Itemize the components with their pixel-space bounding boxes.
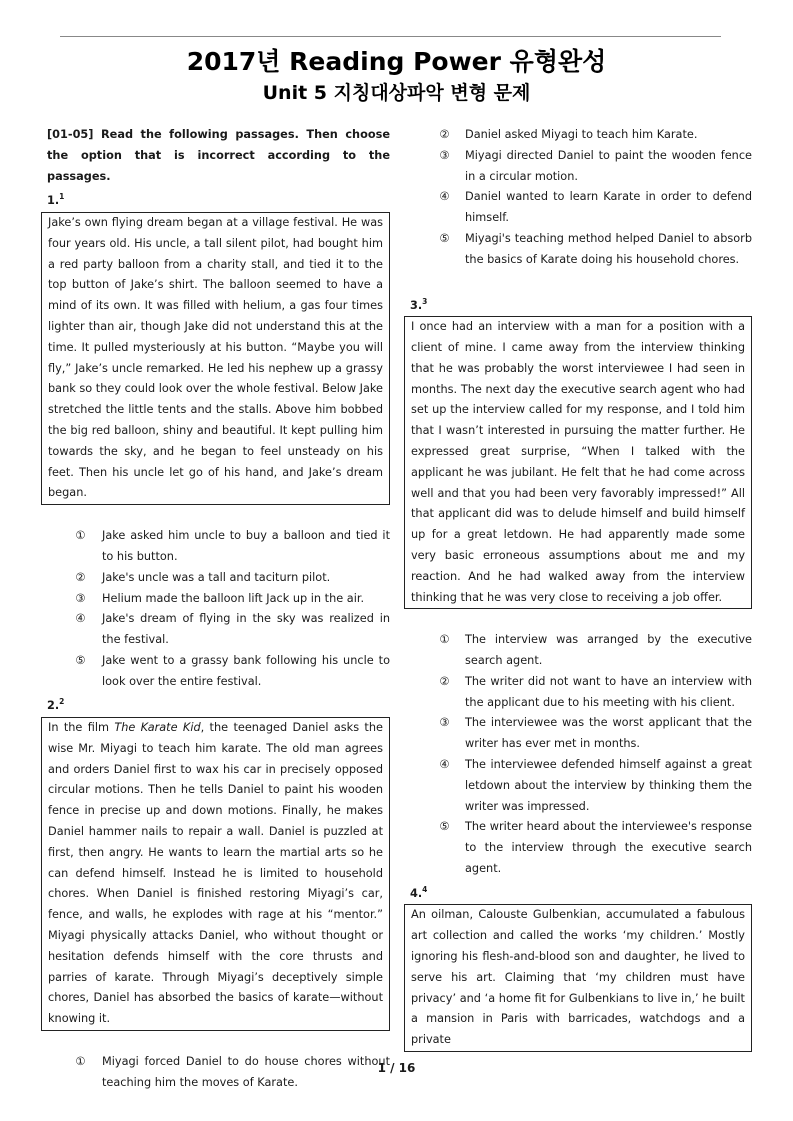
question-1-number: 1.$^1$ xyxy=(47,192,65,208)
page-subtitle: Unit 5 지칭대상파악 변형 문제 xyxy=(262,82,531,104)
page-number: 1 / 16 xyxy=(377,1061,416,1075)
left-column xyxy=(41,125,390,1094)
footnote-mark: 2 xyxy=(59,697,65,707)
question-1-options xyxy=(41,526,390,692)
option: ③ The interviewee was the worst applicant that the writer has ever met in months. xyxy=(439,716,752,751)
question-2-passage: In the film The Karate Kid, the teenaged Daniel asks the wise Mr. Miyagi to teach him karate. The old man agrees and orders Daniel first to wax his car in precisely opposed circular motions. Then he tells Daniel to paint his wooden fence in precise up and down motions. Finally, he makes Daniel hammer nails to repair a wall. Daniel is puzzled at first, then angry. He wants to learn the martial arts so he can defend himself. Instead he is limited to household chores. When Daniel is finished restoring Miyagi’s car, fence, and walls, he explodes with rage at his “mentor.” Miyagi physically attacks Daniel, who without thought or hesitation defends himself with the core thrusts and parries of karate. Through Miyagi’s deceptively simple chores, Daniel has absorbed the basics of karate—without knowing it. xyxy=(41,717,390,1031)
question-1-passage: Jake’s own flying dream began at a village festival. He was four years old. His uncle, a tall silent pilot, had bought him a red party balloon from a charity stall, and tied it to the top button of Jake’s shirt. The balloon seemed to have a mind of its own. It was filled with helium, a gas four times lighter than air, though Jake did not understand this at the time. It pulled mysteriously at his button. “Maybe you will fly,” Jake’s uncle remarked. He led his nephew up a grassy bank so they could look over the whole festival. Below Jake stretched the little tents and the stalls. Above him bobbed the big red balloon, shiny and beautiful. It kept pulling him towards the sky, and he began to feel unsteady on his feet. Then his uncle let go of his hand, and Jake’s dream began. xyxy=(41,212,390,505)
question-4-passage: An oilman, Calouste Gulbenkian, accumulated a fabulous art collection and called the works ‘my children.’ Mostly ignoring his flesh-and-blood son and daughter, he lived to serve his art. Claiming that ‘my children must have privacy’ and ‘a home fit for Gulbenkians to live in,’ he built a mansion in Paris with barricades, watchdogs and a private xyxy=(404,904,752,1052)
option: ① Miyagi forced Daniel to do house chores without teaching him the moves of Karate. xyxy=(75,1055,390,1089)
option: ② The writer did not want to have an interview with the applicant due to his meeting with his client. xyxy=(439,674,752,709)
film-title: The Karate Kid xyxy=(114,721,201,735)
question-2-number: 2.$^2$ xyxy=(47,697,65,713)
footnote-mark: 4 xyxy=(422,884,428,894)
option: ① Jake asked him uncle to buy a balloon and tied it to his button. xyxy=(75,529,390,563)
footnote-mark: 3 xyxy=(422,296,428,306)
option: ④ Jake's dream of flying in the sky was realized in the festival. xyxy=(75,612,390,647)
option: ③ Miyagi directed Daniel to paint the wooden fence in a circular motion. xyxy=(439,148,752,183)
page-title: 2017년 Reading Power 유형완성 xyxy=(186,47,607,76)
question-2-options-part2 xyxy=(404,125,752,271)
option: ⑤ Miyagi's teaching method helped Daniel to absorb the basics of Karate doing his household chores. xyxy=(439,231,752,266)
option: ④ Daniel wanted to learn Karate in order to defend himself. xyxy=(439,190,752,225)
right-column xyxy=(404,125,752,1052)
question-3-number: 3.$^3$ xyxy=(410,296,428,312)
option: ② Jake's uncle was a tall and taciturn pilot. xyxy=(75,570,331,584)
option: ③ Helium made the balloon lift Jack up in the air. xyxy=(75,591,365,605)
footnote-mark: 1 xyxy=(59,192,65,202)
option: ② Daniel asked Miyagi to teach him Karate. xyxy=(439,128,698,141)
option: ① The interview was arranged by the executive search agent. xyxy=(439,633,752,668)
header-rule xyxy=(60,36,721,37)
option: ⑤ The writer heard about the interviewee's response to the interview through the executive search agent. xyxy=(439,820,752,876)
option: ⑤ Jake went to a grassy bank following his uncle to look over the entire festival. xyxy=(75,653,390,688)
instructions: [01-05] Read the following passages. Then choose the option that is incorrect according to the passages. xyxy=(47,128,390,183)
question-3-passage: I once had an interview with a man for a position with a client of mine. I came away from the interview thinking that he was probably the worst interviewee I had seen in months. The next day the executive search agent who had set up the interview called for my response, and I told him that I wasn’t interested in pursuing the matter further. He expressed great surprise, “When I talked with the applicant he was jubilant. He felt that he had come across well and that you had been very favorably impressed!” All that applicant did was to delude himself and build himself up for a great letdown. He had apparently made some very basic erroneous assumptions about me and my reaction. And he had walked away from the interview thinking that he was very close to receiving a job offer. xyxy=(404,316,752,609)
question-3-options xyxy=(404,630,752,880)
option: ④ The interviewee defended himself against a great letdown about the interview by thinking them the writer was impressed. xyxy=(439,758,752,813)
question-4-number: 4.$^4$ xyxy=(410,884,428,900)
